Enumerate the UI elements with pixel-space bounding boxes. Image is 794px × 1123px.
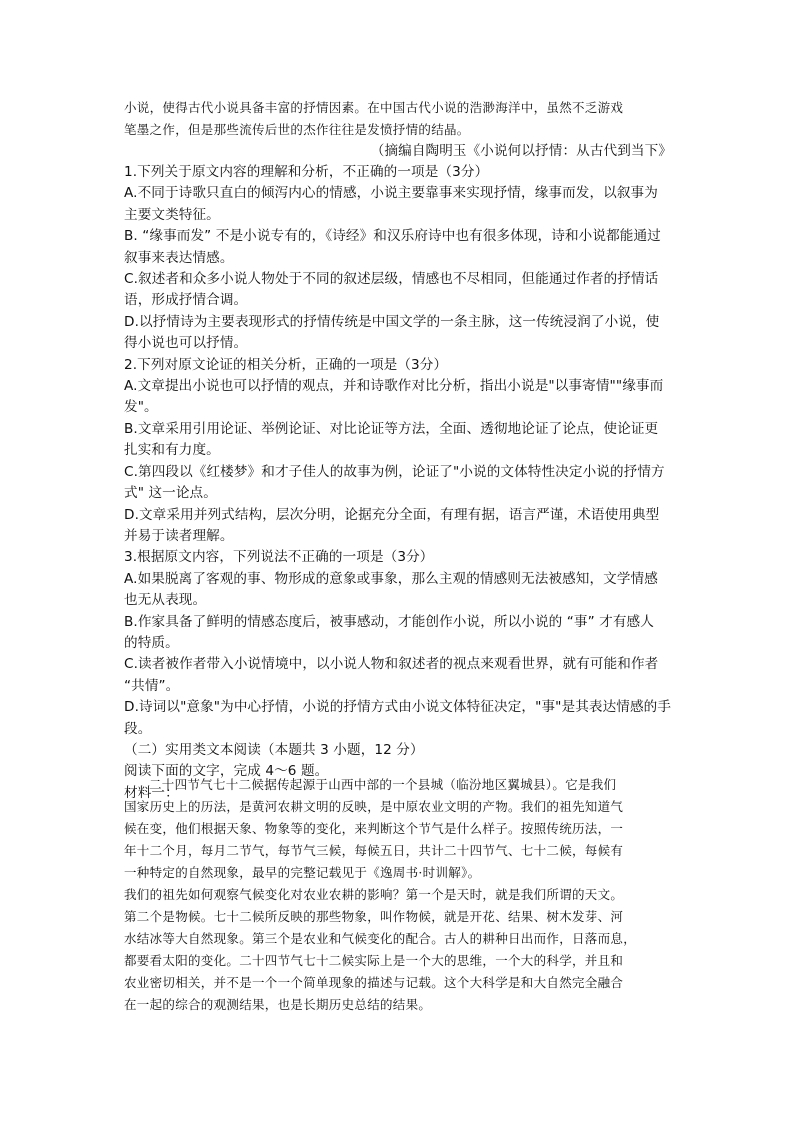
top-passage [124,97,669,141]
option-a-line2: 也无从表现。 [124,592,207,609]
text-line: 年十二个月，每月二节气，每节气三候，每候五日，共计二十四节气、七十二候，每候有 [124,843,624,858]
text-line: 第二个是物候。七十二候所反映的那些物象，叫作物候，就是开花、结果、树木发芽、河 [124,909,624,924]
option-d-line2: 段。 [124,720,152,737]
option-d-line1: D.文章采用并列式结构，层次分明，论据充分全面，有理有据，语言严谨，术语使用典型 [124,506,660,523]
question-stem: 1.下列关于原文内容的理解和分析，不正确的一项是（3分） [124,164,489,180]
option-a-line2: 发"。 [124,399,158,416]
option-a-line1: A.不同于诗歌只直白的倾泻内心的情感，小说主要靠事来实现抒情，缘事而发，以叙事为 [124,185,658,202]
text-line: 二十四节气七十二候据传起源于山西中部的一个县城（临汾地区翼城县）。它是我们 [149,777,617,792]
option-d-line1: D.以抒情诗为主要表现形式的抒情传统是中国文学的一条主脉，这一传统浸润了小说，使 [124,313,660,330]
text-line: 水结冰等大自然现象。第三个是农业和气候变化的配合。古人的耕种日出而作，日落而息， [124,931,637,946]
question-stem: 3.根据原文内容，下列说法不正确的一项是（3分） [124,549,434,566]
text-line: 候在变，他们根据天象、物象等的变化，来判断这个节气是什么样子。按照传统历法，一 [124,821,624,836]
option-c-line2: 式" 这一论点。 [124,485,217,502]
text-line: 一种特定的自然现象，最早的完整记载见于《逸周书·时训解》。 [124,865,481,880]
option-a-line2: 主要文类特征。 [124,206,220,223]
option-b-line2: 的特质。 [124,634,179,651]
section-instruction: 阅读下面的文字，完成 4～6 题。 [124,763,329,780]
option-b-line2: 扎实和有力度。 [124,442,220,459]
text-line: 在一起的综合的观测结果，也是长期历史总结的结果。 [124,997,432,1012]
option-a-line1: A.文章提出小说也可以抒情的观点，并和诗歌作对比分析，指出小说是"以事寄情""缘事而 [124,378,664,395]
option-d-line1: D.诗词以"意象"为中心抒情，小说的抒情方式由小说文体特征决定，"事"是其表达情感的手 [124,699,672,716]
option-b-line1: B.文章采用引用论证、举例论证、对比论证等方法，全面、透彻地论证了论点，使论证更 [124,420,659,437]
text-line: 小说，使得古代小说具备丰富的抒情因素。在中国古代小说的浩渺海洋中，虽然不乏游戏 [124,100,624,115]
question-stem: 2.下列对原文论证的相关分析，正确的一项是（3分） [124,356,448,373]
option-b-line1: B.作家具备了鲜明的情感态度后，被事感动，才能创作小说，所以小说的 “事” 才有感人 [124,613,654,630]
source-citation [124,141,672,162]
option-b-line1: B. “缘事而发” 不是小说专有的，《诗经》和汉乐府诗中也有很多体现，诗和小说都能通过 [124,228,661,245]
material-one-passage [124,774,669,1016]
text-line: 我们的祖先如何观察气候变化对农业农耕的影响？第一个是天时，就是我们所谓的天文。 [124,887,624,902]
section-heading: （二）实用类文本阅读（本题共 3 小题，12 分） [124,741,424,758]
question-section [124,162,672,804]
text-line: 笔墨之作，但是那些流传后世的杰作往往是发愤抒情的结晶。 [124,122,470,137]
option-c-line1: C.读者被作者带入小说情境中，以小说人物和叙述者的视点来观看世界，就有可能和作者 [124,656,659,673]
option-c-line1: C.第四段以《红楼梦》和才子佳人的故事为例，论证了"小说的文体特性决定小说的抒情方 [124,463,665,480]
option-c-line1: C.叙述者和众多小说人物处于不同的叙述层级，情感也不尽相同，但能通过作者的抒情话 [124,271,659,288]
option-d-line2: 得小说也可以抒情。 [124,335,248,352]
text-line: 农业密切相关，并不是一个一个简单现象的描述与记载。这个大科学是和大自然完全融合 [124,975,624,990]
text-line: 国家历史上的历法，是黄河农耕文明的反映，是中原农业文明的产物。我们的祖先知道气 [124,799,624,814]
text-line: 都要看太阳的变化。二十四节气七十二候实际上是一个大的思维，一个大的科学，并且和 [124,953,624,968]
option-c-line2: 语，形成抒情合调。 [124,292,248,309]
option-b-line2: 叙事来表达情感。 [124,249,234,266]
material-label: 材料一： [124,784,179,801]
option-d-line2: 并易于读者理解。 [124,527,234,544]
citation-text: （摘编自陶明玉《小说何以抒情：从古代到当下》 [370,143,672,159]
option-a-line1: A.如果脱离了客观的事、物形成的意象或事象，那么主观的情感则无法被感知，文学情感 [124,570,658,587]
option-c-line2: “共情”。 [124,677,180,694]
